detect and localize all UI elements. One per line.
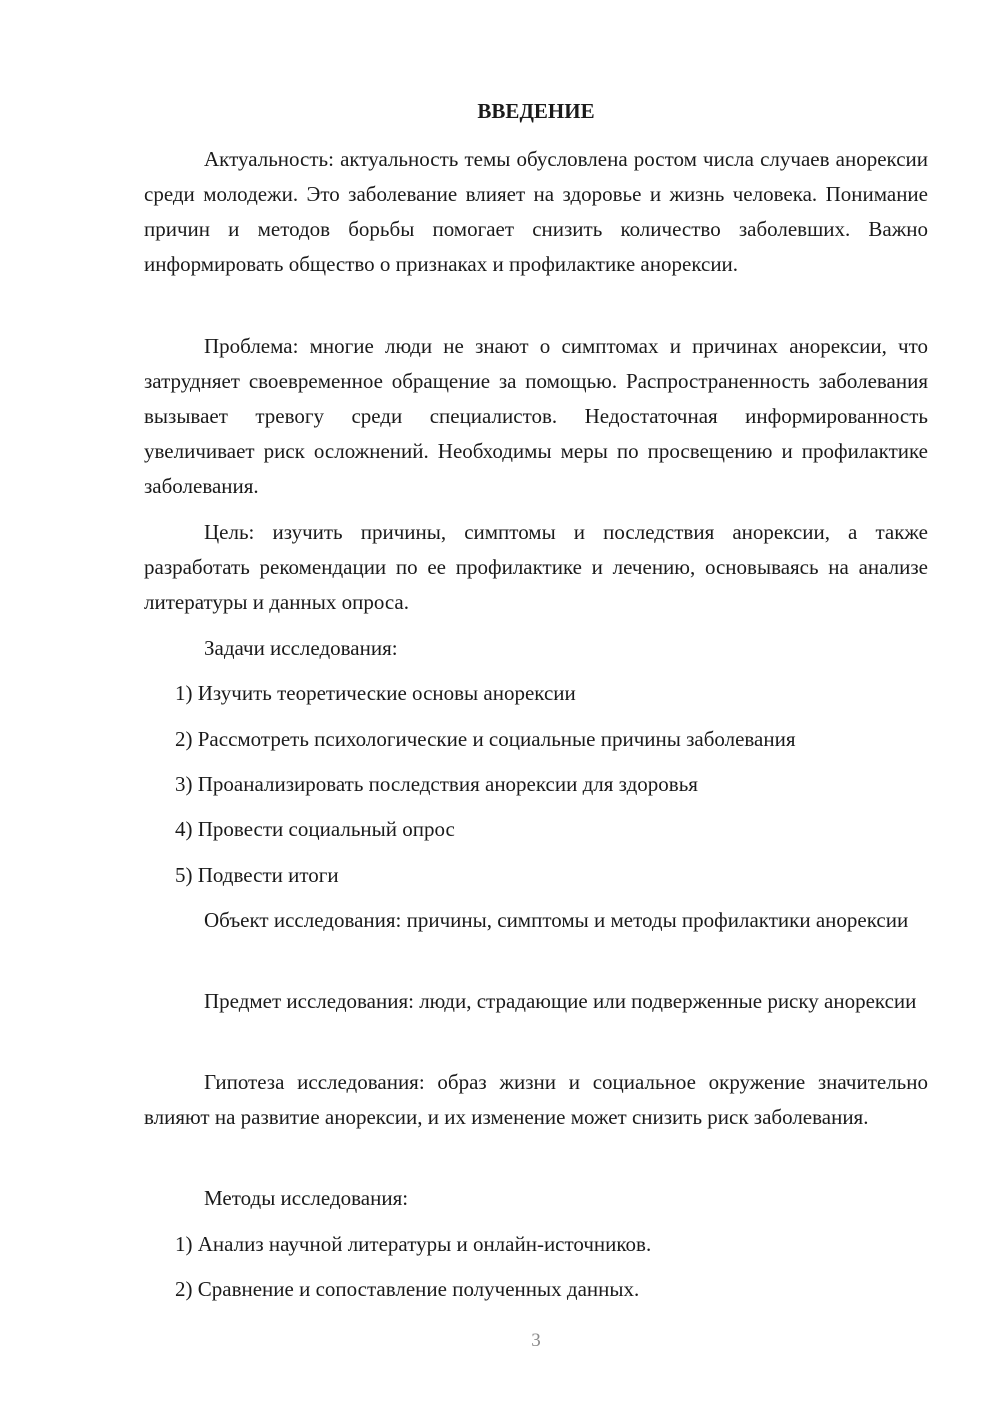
relevance-paragraph: Актуальность: актуальность темы обусловлена ростом числа случаев анорексии среди молодежи. Это заболевание влияет на здоровье и жизнь человека. Понимание причин и методов борьбы помогает снизить количество заболевших. Важно информировать общество о признаках и профилактике анорексии. bbox=[144, 147, 928, 276]
method-item-2: 2) Сравнение и сопоставление полученных данных. bbox=[175, 1277, 640, 1301]
task-item-5: 5) Подвести итоги bbox=[175, 863, 339, 887]
object-paragraph: Объект исследования: причины, симптомы и методы профилактики анорексии bbox=[204, 908, 909, 932]
section-heading: ВВЕДЕНИЕ bbox=[477, 99, 595, 123]
task-item-2: 2) Рассмотреть психологические и социальные причины заболевания bbox=[175, 727, 796, 751]
task-item-1: 1) Изучить теоретические основы анорексии bbox=[175, 681, 576, 705]
subject-paragraph: Предмет исследования: люди, страдающие или подверженные риску анорексии bbox=[204, 989, 917, 1013]
page-number: 3 bbox=[531, 1330, 541, 1351]
goal-paragraph: Цель: изучить причины, симптомы и последствия анорексии, а также разработать рекомендации по ее профилактике и лечению, основываясь на анализе литературы и данных опроса. bbox=[144, 520, 928, 614]
hypothesis-paragraph: Гипотеза исследования: образ жизни и социальное окружение значительно влияют на развитие анорексии, и их изменение может снизить риск заболевания. bbox=[144, 1070, 928, 1129]
task-item-4: 4) Провести социальный опрос bbox=[175, 817, 455, 841]
methods-title: Методы исследования: bbox=[204, 1186, 409, 1210]
document-page bbox=[144, 0, 928, 1414]
problem-paragraph: Проблема: многие люди не знают о симптомах и причинах анорексии, что затрудняет своевременное обращение за помощью. Распространенность заболевания вызывает тревогу среди специалистов. Недостаточная информированность увеличивает риск осложнений. Необходимы меры по просвещению и профилактике заболевания. bbox=[144, 334, 928, 498]
task-item-3: 3) Проанализировать последствия анорексии для здоровья bbox=[175, 772, 698, 796]
method-item-1: 1) Анализ научной литературы и онлайн-источников. bbox=[175, 1232, 652, 1256]
tasks-title: Задачи исследования: bbox=[204, 636, 398, 660]
